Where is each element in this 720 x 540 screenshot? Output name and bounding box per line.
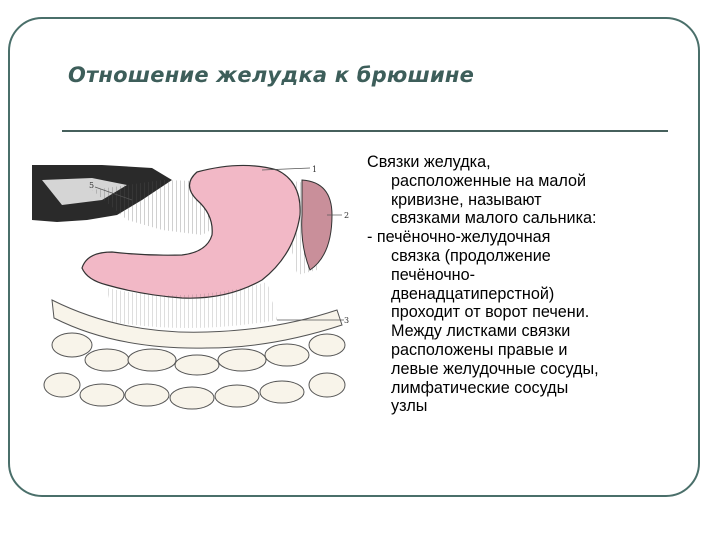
spleen-shape [302,180,332,270]
title-divider [62,130,668,132]
figure-label-1: 1 [312,165,318,174]
description-text [367,153,667,416]
description-paragraph-1: Связки желудка, расположенные на малой кривизне, называют связками малого сальника: [367,153,597,228]
anatomy-illustration [32,160,357,422]
figure-label-5: 5 [89,181,95,190]
slide-title: Отношение желудка к брюшине [68,63,475,87]
description-paragraph-2: - печёночно-желудочная связка (продолжение печёночно- двенадцатиперстной) проходит от ворот печени. Между листками связки расположены правые и левые желудочные сосуды, лимфатические сосуды узлы [367,228,599,416]
figure-label-2: 2 [344,211,350,220]
figure-label-3: 3 [344,316,350,325]
